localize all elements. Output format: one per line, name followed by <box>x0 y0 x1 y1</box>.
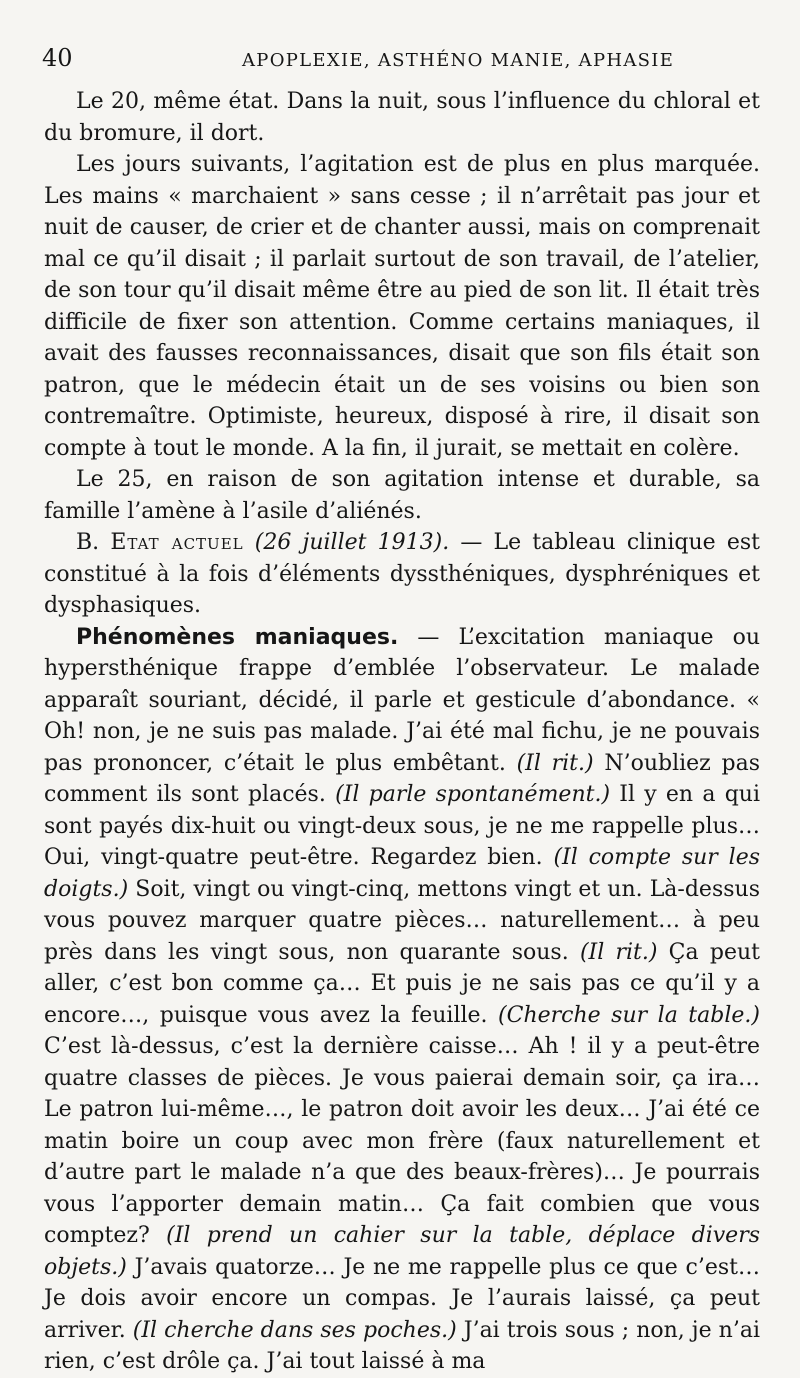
paragraph: Les jours suivants, l’agitation est de plus en plus marquée. Les mains « marchaient » sans cesse ; il n’arrêtait pas jour et nuit de causer, de crier et de chanter aussi, mais on comprenait mal ce qu’il disait ; il parlait surtout de son travail, de l’atelier, de son tour qu’il disait même être au pied de son lit. Il était très difficile de fixer son attention. Comme certains maniaques, il avait des fausses reconnaissances, disait que son fils était son patron, que le médecin était un de ses voisins ou bien son contremaître. Optimiste, heureux, disposé à rire, il disait son compte à tout le monde. A la fin, il jurait, se mettait en colère. <box>44 152 760 461</box>
text-run: J’ai trois sous ; non, je n’ai rien, c’est drôle ça. J’ai tout laissé à ma <box>44 1317 760 1374</box>
stage-direction: (Cherche sur la table.) <box>498 1002 760 1028</box>
text-run: J’avais quatorze… Je ne me rappelle plus ce que c’est… Je dois avoir encore un compas. Je l’aurais laissé, ça peut arriver. <box>44 1254 760 1343</box>
text-run: N’oubliez pas comment ils sont placés. <box>44 750 760 807</box>
stage-direction: (Il parle spontanément.) <box>335 782 611 807</box>
text-run: — L’excitation maniaque ou hypersthénique frappe d’emblée l’observateur. Le malade apparaît souriant, décidé, il parle et gesticule d’abondance. « Oh! non, je ne suis pas malade. J’ai été mal fichu, je ne pouvais pas prononcer, c’était le plus embêtant. <box>44 624 760 776</box>
paragraph-phenomenes-maniaques <box>44 622 760 1378</box>
text-run: C’est là-dessus, c’est la dernière caisse… Ah ! il y a peut-être quatre classes de pièces. Je vous paierai demain soir, ça ira… Le patron lui-même…, le patron doit avoir les deux… J’ai été ce matin boire un coup avec mon frère (faux naturellement et d’autre part le malade n’a que des beaux-frères)… Je pourrais vous l’apporter demain matin… Ça fait combien que vous comptez? <box>44 1034 760 1248</box>
text-run: Soit, vingt ou vingt-cinq, mettons vingt et un. Là-dessus vous pouvez marquer quatre pièces… naturellement… à peu près dans les vingt sous, non quarante sous. <box>44 876 760 965</box>
stage-direction: (Il prend un cahier sur la table, déplace divers objets.) <box>44 1223 760 1280</box>
stage-direction: (Il rit.) <box>516 750 594 776</box>
paragraph-etat-actuel <box>44 527 760 622</box>
page-header <box>42 44 770 74</box>
stage-direction: (Il compte sur les doigts.) <box>44 845 761 902</box>
paragraph-text: — Le tableau clinique est constitué à la fois d’éléments dyssthéniques, dysphréniques et dysphasiques. <box>44 530 761 618</box>
stage-direction: (Il rit.) <box>579 939 658 965</box>
page-body <box>44 86 760 1378</box>
running-title: APOPLEXIE, ASTHÉNO MANIE, APHASIE <box>242 50 675 71</box>
subsection-heading: Phénomènes maniaques. <box>76 624 399 650</box>
section-label: B. <box>76 530 100 555</box>
stage-direction: (Il cherche dans ses poches.) <box>132 1317 457 1343</box>
text-run: Il y en a qui sont payés dix-huit ou vingt-deux sous, je ne me rappelle plus… Oui, vingt-quatre peut-être. Regardez bien. <box>44 782 760 870</box>
section-date: (26 juillet 1913). <box>254 530 450 555</box>
paragraph: Le 20, même état. Dans la nuit, sous l’influence du chloral et du bromure, il dort. <box>44 89 760 146</box>
paragraph: Le 25, en raison de son agitation intense et durable, sa famille l’amène à l’asile d’aliénés. <box>44 467 760 524</box>
text-run: Ça peut aller, c’est bon comme ça… Et puis je ne sais pas ce qu’il y a encore…, puisque vous avez la feuille. <box>44 939 760 1028</box>
page-number: 40 <box>42 44 73 72</box>
section-title: Etat actuel <box>110 530 244 555</box>
